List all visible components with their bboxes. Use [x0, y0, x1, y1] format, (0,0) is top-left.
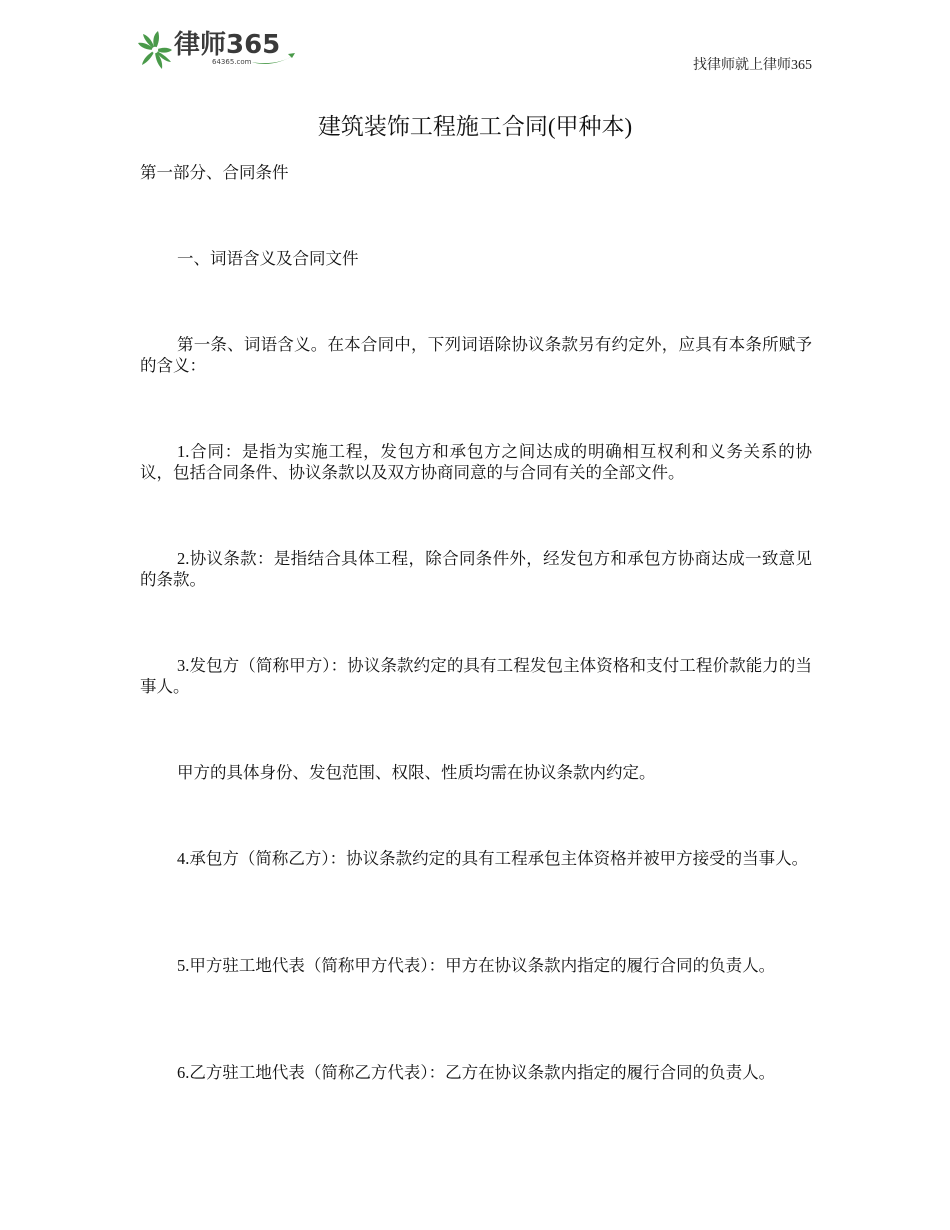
site-logo[interactable]	[138, 28, 298, 72]
clause-paragraph: 2.协议条款：是指结合具体工程，除合同条件外，经发包方和承包方协商达成一致意见的条款。	[140, 549, 812, 589]
clause-paragraph: 3.发包方（简称甲方）：协议条款约定的具有工程发包主体资格和支付工程价款能力的当事人。	[140, 656, 812, 696]
clause-paragraph: 4.承包方（简称乙方）：协议条款约定的具有工程承包主体资格并被甲方接受的当事人。	[177, 849, 809, 868]
swoosh-icon	[250, 52, 296, 66]
leaf-logo-icon	[138, 30, 172, 70]
clause-paragraph: 1.合同：是指为实施工程，发包方和承包方之间达成的明确相互权利和义务关系的协议，包括合同条件、协议条款以及双方协商同意的与合同有关的全部文件。	[140, 442, 812, 482]
document-title	[138, 112, 812, 142]
logo-domain: 64365.com	[212, 58, 252, 66]
chapter-heading: 一、词语含义及合同文件	[177, 249, 359, 268]
clause-paragraph: 5.甲方驻工地代表（简称甲方代表）：甲方在协议条款内指定的履行合同的负责人。	[177, 956, 776, 975]
section-heading: 第一部分、合同条件	[140, 163, 289, 182]
logo-text: 律师365	[174, 30, 281, 60]
header-slogan: 找律师就上律师365	[693, 58, 812, 73]
page-header	[138, 28, 812, 76]
clause-paragraph: 甲方的具体身份、发包范围、权限、性质均需在协议条款内约定。	[177, 763, 656, 782]
clause-paragraph: 6.乙方驻工地代表（简称乙方代表）：乙方在协议条款内指定的履行合同的负责人。	[177, 1063, 776, 1082]
article-paragraph: 第一条、词语含义。在本合同中，下列词语除协议条款另有约定外，应具有本条所赋予的含义：	[140, 335, 812, 375]
title-text: 建筑装饰工程施工合同(甲种本)	[317, 114, 633, 139]
